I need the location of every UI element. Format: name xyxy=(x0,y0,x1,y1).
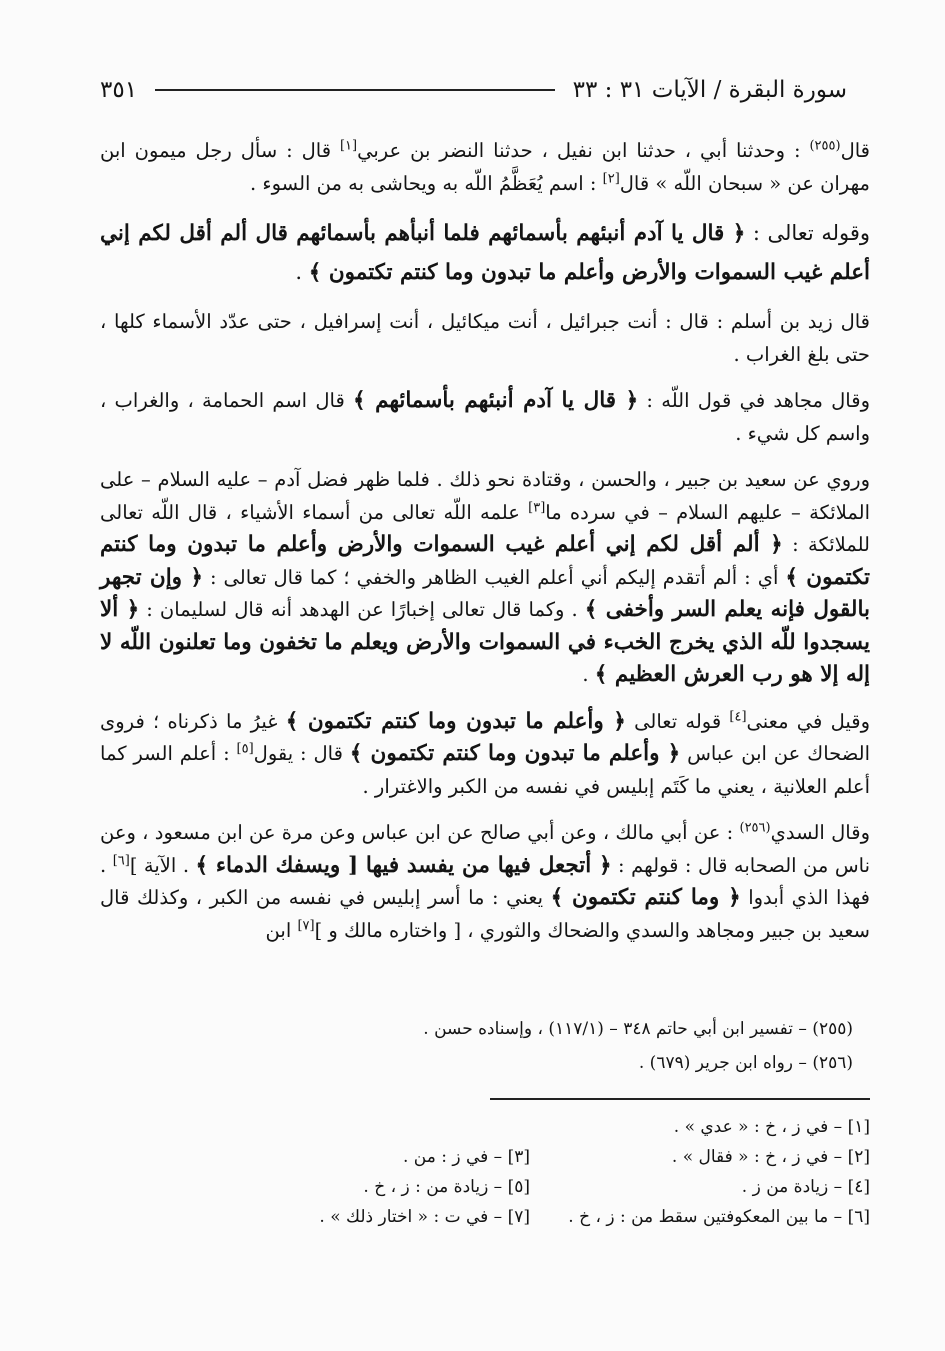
footnote-marker: [٦] xyxy=(112,853,130,868)
text-run: وروي عن سعيد بن جبير ، والحسن ، وقتادة نحو ذلك . فلما ظهر فضل آدم – عليه السلام – على الملائكة – عليهم السلام – في سرده ما xyxy=(100,468,871,524)
paragraph xyxy=(100,214,870,292)
variant-note: [٤] – زيادة من ز . xyxy=(741,1177,870,1197)
paragraph xyxy=(100,306,870,371)
source-footnotes xyxy=(293,1012,853,1080)
variant-note: [٧] – في ت : « اختار ذلك » . xyxy=(319,1207,530,1227)
running-title: سورة البقرة / الآيات ٣١ : ٣٣ xyxy=(572,77,847,103)
main-text xyxy=(100,135,870,961)
text-run: . فهذا الذي أبدوا xyxy=(100,853,870,909)
text-run: ابن xyxy=(265,918,298,942)
text-run: أي : ألم أتقدم إليكم أني أعلم الغيب الظاهر والخفي ؛ كما قال تعالى : xyxy=(202,565,786,589)
variant-note: [٢] – في ز ، خ : « فقال » . xyxy=(671,1147,870,1167)
footnote-marker: (٢٥٥) xyxy=(809,138,841,154)
quran-quote: ﴿ وما كنتم تكتمون ﴾ xyxy=(550,885,741,910)
header-rule xyxy=(155,89,555,91)
text-run: : اسم يُعَظَّمُ اللّه به ويحاشى به من السوء . xyxy=(250,171,603,195)
text-run: : عن أبي مالك ، وعن أبي صالح عن ابن عباس وعن مرة عن ابن مسعود ، وعن ناس من الصحابه قال : قولهم : xyxy=(100,821,870,877)
paragraph xyxy=(100,464,870,692)
variant-notes xyxy=(150,1112,870,1232)
text-run: علمه اللّه تعالى من أسماء الأشياء ، قال اللّه تعالى للملائكة : xyxy=(100,500,870,556)
text-run: . xyxy=(582,663,595,686)
text-run: قال : يقول xyxy=(253,742,350,765)
text-run: غيرُ ما ذكرناه ؛ فروى الضحاك عن ابن عباس xyxy=(100,709,870,765)
text-run: قوله تعالى xyxy=(625,709,730,733)
text-run: قال xyxy=(840,139,870,162)
paragraph xyxy=(100,385,870,450)
text-run: . وكما قال تعالى إخبارًا عن الهدهد أنه قال لسليمان : xyxy=(139,598,585,621)
text-run: وقال السدي xyxy=(770,821,870,844)
text-run: وقال مجاهد في قول اللّه : xyxy=(638,389,870,412)
variant-row xyxy=(150,1202,870,1232)
footnote-marker: [٣] xyxy=(528,500,546,515)
text-run: . xyxy=(295,260,309,284)
page-header xyxy=(100,70,847,110)
variant-note: [٦] – ما بين المعكوفتين سقط من : ز ، خ . xyxy=(568,1207,870,1227)
footnote-marker: [٥] xyxy=(236,741,254,757)
variant-row xyxy=(150,1142,870,1172)
quran-quote: ﴿ ألا يسجدوا للّه الذي يخرج الخبء في السموات والأرض ويعلم ما تخفون وما تعلنون اللّه لا إله إلا هو رب العرش العظيم ﴾ xyxy=(100,597,870,687)
text-run: قال : سأل رجل ميمون ابن مهران عن « سبحان اللّه » قال xyxy=(100,139,870,195)
text-run: يعني : ما أسر إبليس في نفسه من الكبر ، وكذلك قال سعيد بن جبير ومجاهد والسدي والضحاك والثوري ، [ واختاره مالك و ] xyxy=(100,886,870,942)
text-run: قال اسم الحمامة ، والغراب ، واسم كل شيء . xyxy=(100,389,870,445)
footnote-marker: [١] xyxy=(339,138,358,154)
footnote-marker: [٤] xyxy=(729,709,747,724)
variant-note: [٥] – زيادة من : ز ، خ . xyxy=(363,1177,530,1197)
variant-row xyxy=(150,1172,870,1202)
paragraph xyxy=(100,706,870,804)
quran-quote: ﴿ وأعلم ما تبدون وما كنتم تكتمون ﴾ xyxy=(349,741,681,766)
footnote-rule xyxy=(490,1098,870,1100)
paragraph xyxy=(100,135,870,200)
text-run: قال زيد بن أسلم : قال : أنت جبرائيل ، أنت ميكائيل ، أنت إسرافيل ، حتى عدّد الأسماء كلها ، حتى بلغ الغراب . xyxy=(100,310,870,366)
footnote-marker: (٢٥٦) xyxy=(739,820,771,836)
page-number: ٣٥١ xyxy=(100,77,138,103)
quran-quote: ﴿ ألم أقل لكم إني أعلم غيب السموات والأرض وأعلم ما تبدون وما كنتم تكتمون ﴾ xyxy=(100,532,870,590)
variant-note: [١] – في ز ، خ : « عدي » . xyxy=(673,1117,870,1137)
quran-quote: ﴿ وإن تجهر بالقول فإنه يعلم السر وأخفى ﴾ xyxy=(100,564,871,622)
paragraph xyxy=(100,817,870,947)
quran-quote: ﴿ قال يا آدم أنبئهم بأسمائهم فلما أنبأهم بأسمائهم قال ألم أقل لكم إني أعلم غيب السموات والأرض وأعلم ما تبدون وما كنتم تكتمون ﴾ xyxy=(100,221,870,285)
text-run: . الآية ] xyxy=(129,853,196,877)
text-run: : أعلم السر كما أعلم العلانية ، يعني ما كَتَم إبليس في نفسه من الكبر والاغترار . xyxy=(100,742,870,798)
source-note: (٢٥٦) – رواه ابن جرير (٦٧٩) . xyxy=(638,1053,853,1073)
quran-quote: ﴿ قال يا آدم أنبئهم بأسمائهم ﴾ xyxy=(353,388,639,413)
quran-quote: ﴿ أتجعل فيها من يفسد فيها [ ويسفك الدماء ﴾ xyxy=(195,852,612,878)
source-note: (٢٥٥) – تفسير ابن أبي حاتم ٣٤٨ – (١١٧/١) ، وإسناده حسن . xyxy=(423,1019,853,1039)
variant-note: [٣] – في ز : من . xyxy=(402,1147,530,1167)
text-run: وقوله تعالى : xyxy=(745,221,871,245)
variant-row xyxy=(150,1112,870,1142)
text-run: وقيل في معنى xyxy=(746,709,870,733)
footnote-marker: [٢] xyxy=(602,171,620,186)
footnote-marker: [٧] xyxy=(297,918,315,933)
text-run: : وحدثنا أبي ، حدثنا ابن نفيل ، حدثنا النضر بن عربي xyxy=(357,139,810,162)
quran-quote: ﴿ وأعلم ما تبدون وما كنتم تكتمون ﴾ xyxy=(285,708,626,734)
